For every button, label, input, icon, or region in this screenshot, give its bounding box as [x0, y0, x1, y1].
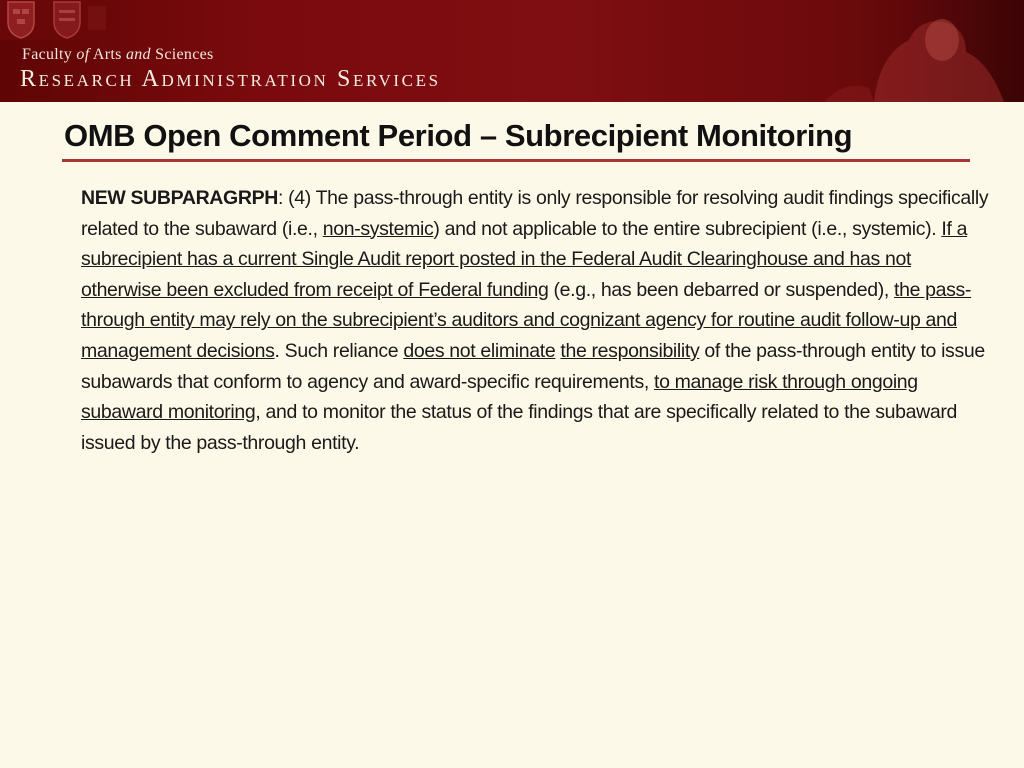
paragraph-text: of the pass-through entity to issue subawards that conform to agency and award-specific requirements, [81, 339, 985, 393]
header-banner [0, 0, 1024, 102]
slide-title: OMB Open Comment Period – Subrecipient Monitoring [64, 118, 853, 153]
paragraph-text: ) and not applicable to the entire subrecipient (i.e., systemic). [433, 217, 942, 240]
paragraph-heading: NEW SUBPARAGRPH [81, 187, 278, 209]
underlined-phrase: does not eliminate [403, 339, 556, 362]
underlined-phrase: If a subrecipient has a current Single Audit report posted in the Federal Audit Clearinghouse and has not otherwise been excluded from receipt of Federal funding [81, 217, 968, 301]
underlined-phrase: non-systemic [322, 217, 434, 240]
department-name: Research Administration Services [20, 66, 441, 92]
underlined-phrase: the responsibility [560, 339, 700, 362]
title-underline [62, 159, 970, 162]
portrait-image [704, 0, 1024, 102]
faculty-name: Faculty of Arts and Sciences [22, 46, 214, 63]
paragraph-text: , and to monitor the status of the findings that are specifically related to the subaward issued by the pass-through entity. [81, 401, 957, 454]
body-paragraph [81, 183, 991, 458]
underlined-phrase: the pass-through entity may rely on the subrecipient’s auditors and cognizant agency for routine audit follow-up and management decisions [81, 278, 972, 362]
crest-icon [0, 0, 110, 40]
paragraph-text: . Such reliance [274, 339, 404, 362]
paragraph-text: (e.g., has been debarred or suspended), [548, 278, 895, 301]
paragraph-text: : (4) The pass-through entity is only responsible for resolving audit findings specifically related to the subaward (i.e., [81, 187, 989, 240]
underlined-phrase: to manage risk through ongoing subaward monitoring [81, 370, 918, 424]
